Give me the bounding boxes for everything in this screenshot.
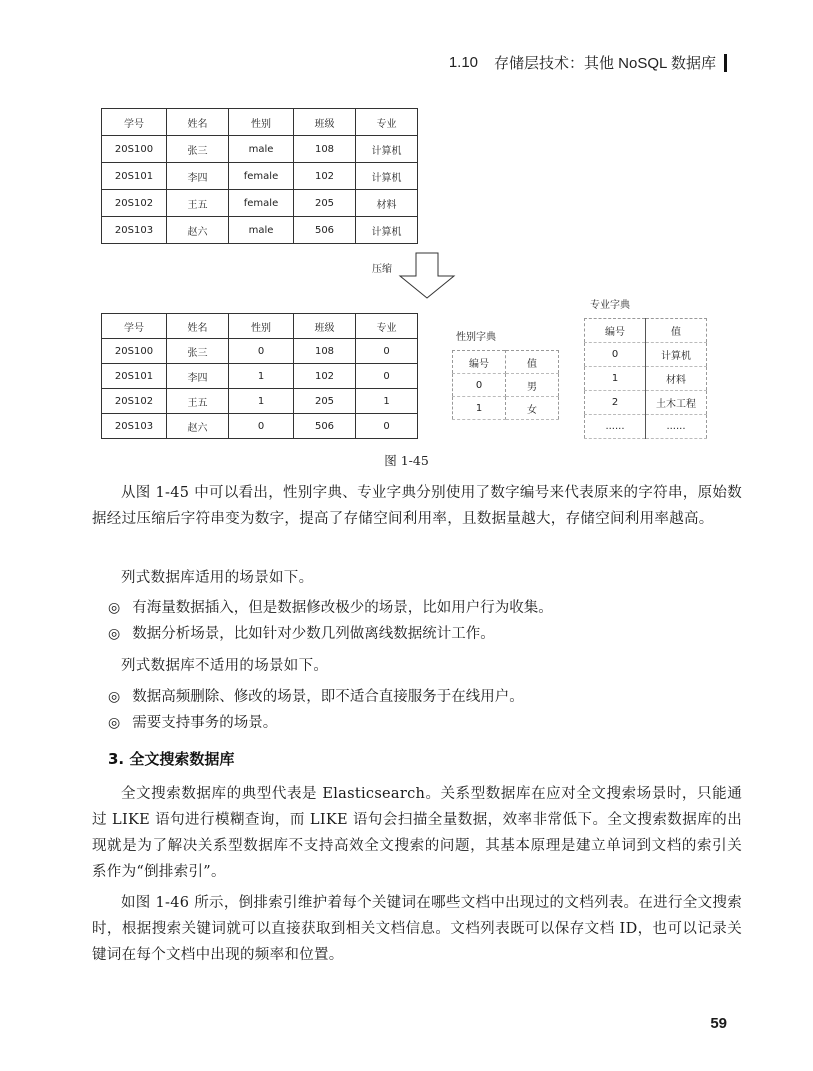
table-cell: 男	[506, 374, 559, 397]
table-cell: 1	[229, 389, 294, 414]
table-cell: 计算机	[646, 343, 707, 367]
table-header-cell: 姓名	[167, 314, 229, 339]
table-row	[102, 389, 418, 414]
table-row	[102, 190, 418, 217]
bullet-icon: ◎	[108, 600, 121, 616]
figure-caption: 图 1-45	[384, 453, 429, 468]
table-cell: 赵六	[167, 414, 229, 439]
table-cell: 计算机	[356, 217, 418, 244]
table-row	[585, 415, 707, 439]
list-item-text: 有海量数据插入，但是数据修改极少的场景，比如用户行为收集。	[132, 600, 553, 616]
table-cell: 1	[585, 367, 646, 391]
paragraph: 从图 1-45 中可以看出，性别字典、专业字典分别使用了数字编号来代表原来的字符串，原始数据经过压缩后字符串变为数字，提高了存储空间利用率，且数据量越大，存储空间利用率越高。	[92, 485, 742, 527]
table-cell: 0	[356, 414, 418, 439]
table-cell: 0	[229, 339, 294, 364]
table-row	[453, 397, 559, 420]
table-cell: 1	[356, 389, 418, 414]
table-header-cell: 编号	[453, 351, 506, 374]
table-row	[102, 217, 418, 244]
table-cell: 20S103	[102, 414, 167, 439]
original-table	[101, 108, 418, 244]
table-header-row	[102, 314, 418, 339]
table-cell: 506	[294, 414, 356, 439]
table-cell: 赵六	[167, 217, 229, 244]
table-row	[102, 339, 418, 364]
table-cell: 20S102	[102, 389, 167, 414]
table-cell: 王五	[167, 190, 229, 217]
paragraph: 全文搜索数据库的典型代表是 Elasticsearch。关系型数据库在应对全文搜索场景时，只能通过 LIKE 语句进行模糊查询，而 LIKE 语句会扫描全量数据，效率非常低下。全文搜索数据库的出现就是为了解决关系型数据库不支持高效全文搜索的问题，其基本原理是建立单词到文档的索引关系作为“倒排索引”。	[92, 786, 742, 880]
table-cell: 1	[229, 364, 294, 389]
table-cell: 王五	[167, 389, 229, 414]
table-header-cell: 编号	[585, 319, 646, 343]
table-header-row	[585, 319, 707, 343]
gender-dict-table	[452, 350, 559, 420]
section-title: 存储层技术：其他 NoSQL 数据库	[494, 55, 716, 72]
running-header	[449, 52, 727, 73]
list-item	[108, 596, 553, 620]
table-cell: 土木工程	[646, 391, 707, 415]
table-cell: 20S101	[102, 163, 167, 190]
table-cell: 0	[453, 374, 506, 397]
table-header-cell: 姓名	[167, 109, 229, 136]
table-cell: female	[229, 163, 294, 190]
table-row	[453, 374, 559, 397]
paragraph: 列式数据库不适用的场景如下。	[121, 658, 329, 674]
table-cell: 0	[229, 414, 294, 439]
major-dict-table	[584, 318, 707, 439]
table-cell: 102	[294, 163, 356, 190]
table-cell: male	[229, 217, 294, 244]
table-cell: 张三	[167, 136, 229, 163]
table-header-cell: 班级	[294, 109, 356, 136]
table-header-cell: 专业	[356, 314, 418, 339]
table-header-cell: 学号	[102, 109, 167, 136]
table-cell: 108	[294, 339, 356, 364]
table-cell: 20S100	[102, 136, 167, 163]
section-heading: 3. 全文搜索数据库	[108, 750, 235, 768]
table-cell: 0	[585, 343, 646, 367]
table-header-row	[453, 351, 559, 374]
table-row	[585, 343, 707, 367]
table-row	[585, 391, 707, 415]
header-bar	[724, 54, 727, 72]
bullet-icon: ◎	[108, 626, 121, 642]
table-header-cell: 值	[646, 319, 707, 343]
table-cell: 205	[294, 389, 356, 414]
bullet-icon: ◎	[108, 715, 121, 731]
list-item-text: 数据高频删除、修改的场景，即不适合直接服务于在线用户。	[132, 689, 524, 705]
table-header-cell: 性别	[229, 314, 294, 339]
section-number: 1.10	[448, 54, 479, 71]
table-cell: 2	[585, 391, 646, 415]
table-header-cell: 值	[506, 351, 559, 374]
compressed-table	[101, 313, 418, 439]
table-cell: 205	[294, 190, 356, 217]
table-cell: 计算机	[356, 163, 418, 190]
table-row	[102, 136, 418, 163]
list-item-text: 数据分析场景，比如针对少数几列做离线数据统计工作。	[132, 626, 495, 642]
compress-label: 压缩	[372, 264, 392, 275]
table-header-cell: 班级	[294, 314, 356, 339]
table-cell: 李四	[167, 163, 229, 190]
table-cell: 张三	[167, 339, 229, 364]
table-cell: 1	[453, 397, 506, 420]
table-header-cell: 专业	[356, 109, 418, 136]
table-cell: 计算机	[356, 136, 418, 163]
table-header-cell: 性别	[229, 109, 294, 136]
table-row	[585, 367, 707, 391]
table-row	[102, 364, 418, 389]
list-item	[108, 622, 495, 646]
table-cell: 108	[294, 136, 356, 163]
table-cell: ......	[585, 415, 646, 439]
table-cell: 20S103	[102, 217, 167, 244]
gender-dict-title: 性别字典	[456, 332, 496, 343]
table-cell: 材料	[646, 367, 707, 391]
table-cell: 102	[294, 364, 356, 389]
table-header-row	[102, 109, 418, 136]
table-cell: male	[229, 136, 294, 163]
major-dict-title: 专业字典	[590, 300, 630, 311]
paragraph: 列式数据库适用的场景如下。	[121, 570, 314, 586]
table-cell: 506	[294, 217, 356, 244]
table-row	[102, 414, 418, 439]
down-arrow-icon	[398, 252, 456, 300]
table-cell: 女	[506, 397, 559, 420]
table-cell: 0	[356, 339, 418, 364]
paragraph: 如图 1-46 所示，倒排索引维护着每个关键词在哪些文档中出现过的文档列表。在进行全文搜索时，根据搜索关键词就可以直接获取到相关文档信息。文档列表既可以保存文档 ID，也可以记录关键词在每个文档中出现的频率和位置。	[92, 895, 742, 963]
list-item	[108, 711, 277, 735]
table-cell: 20S102	[102, 190, 167, 217]
table-row	[102, 163, 418, 190]
table-cell: 李四	[167, 364, 229, 389]
table-cell: ......	[646, 415, 707, 439]
table-cell: female	[229, 190, 294, 217]
table-header-cell: 学号	[102, 314, 167, 339]
table-cell: 20S100	[102, 339, 167, 364]
table-cell: 0	[356, 364, 418, 389]
list-item-text: 需要支持事务的场景。	[132, 715, 278, 731]
list-item	[108, 685, 524, 709]
table-cell: 材料	[356, 190, 418, 217]
page-number: 59	[710, 1015, 727, 1032]
bullet-icon: ◎	[108, 689, 121, 705]
table-cell: 20S101	[102, 364, 167, 389]
